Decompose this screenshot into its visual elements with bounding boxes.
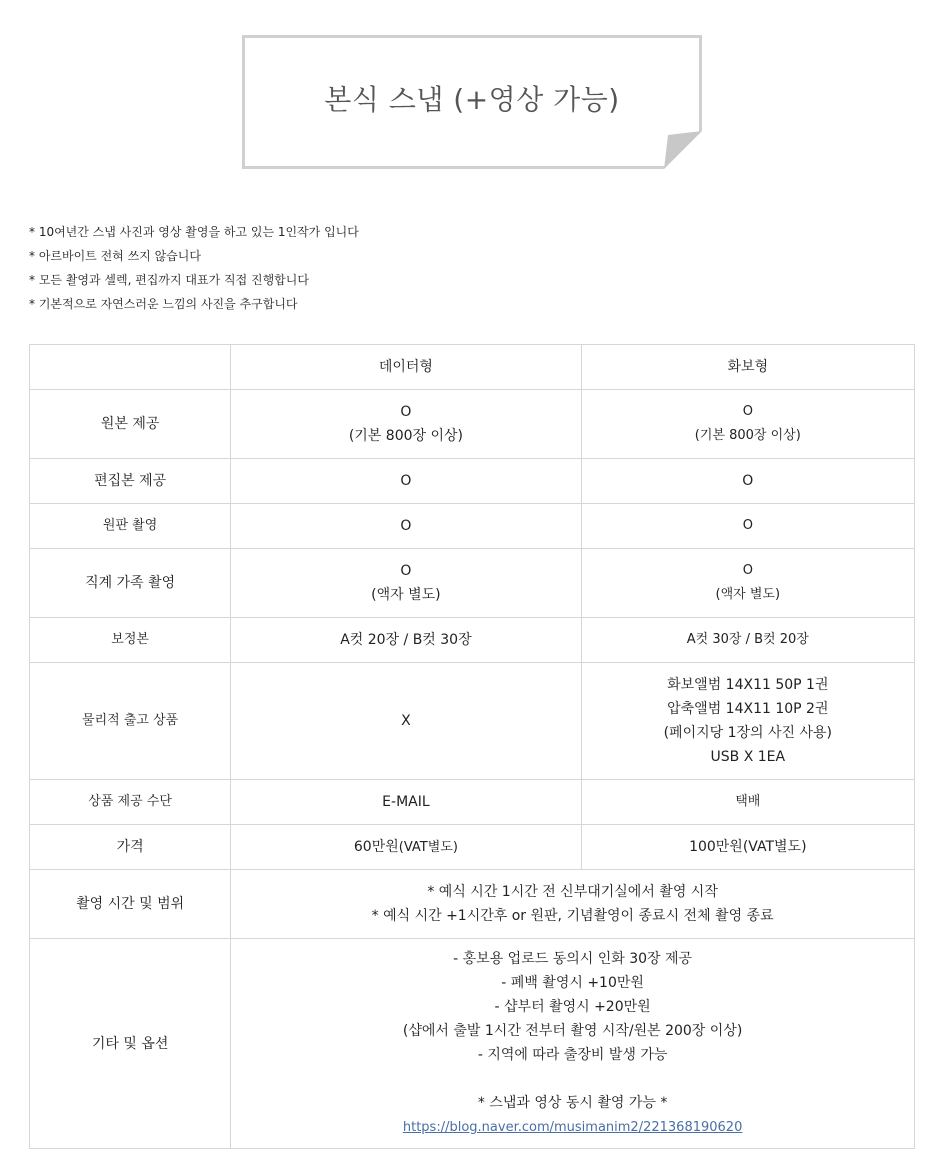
- note-item: * 아르바이트 전혀 쓰지 않습니다: [29, 249, 201, 263]
- cell-data: O: [231, 504, 581, 549]
- cell-photo: [581, 549, 914, 618]
- table-row: [30, 504, 915, 549]
- table-row: [30, 618, 915, 663]
- row-label: 상품 제공 수단: [30, 780, 231, 825]
- video-note: * 스냅과 영상 동시 촬영 가능 *: [477, 1095, 668, 1111]
- option-line: - 지역에 따라 출장비 발생 가능: [477, 1047, 668, 1063]
- cell-data: O: [231, 459, 581, 504]
- header-empty: [30, 345, 231, 390]
- cell-photo: 택배: [581, 780, 914, 825]
- product-line: 압축앨범 14X11 10P 2권: [667, 701, 829, 717]
- note-item: * 기본적으로 자연스러운 느낌의 사진을 추구합니다: [29, 297, 298, 311]
- cell-data: [231, 825, 581, 870]
- page-curl-icon: [664, 131, 702, 169]
- cell-note: (기본 800장 이상): [694, 428, 801, 443]
- cell-merged: [231, 870, 915, 939]
- header-data-type: 데이터형: [231, 345, 581, 390]
- table-row: [30, 939, 915, 1149]
- row-label: 기타 및 옵션: [30, 939, 231, 1149]
- row-label: 편집본 제공: [30, 459, 231, 504]
- table-header-row: [30, 345, 915, 390]
- row-label: 촬영 시간 및 범위: [30, 870, 231, 939]
- note-item: * 10여년간 스냅 사진과 영상 촬영을 하고 있는 1인작가 입니다: [29, 225, 359, 239]
- cell-mark: O: [400, 404, 412, 420]
- option-line: - 샵부터 촬영시 +20만원: [494, 999, 651, 1015]
- cell-photo: 100만원(VAT별도): [581, 825, 914, 870]
- cell-photo: [581, 663, 914, 780]
- product-line: (페이지당 1장의 사진 사용): [663, 725, 833, 741]
- cell-photo: [581, 390, 914, 459]
- row-label: 직계 가족 촬영: [30, 549, 231, 618]
- cell-mark: O: [742, 563, 753, 578]
- row-label: 원본 제공: [30, 390, 231, 459]
- row-label: 원판 촬영: [30, 504, 231, 549]
- cell-note: (액자 별도): [715, 587, 781, 602]
- table-row: [30, 825, 915, 870]
- cell-photo: A컷 30장 / B컷 20장: [581, 618, 914, 663]
- intro-notes: [29, 220, 359, 316]
- table-row: [30, 459, 915, 504]
- cell-data: E-MAIL: [231, 780, 581, 825]
- cell-note: (기본 800장 이상): [348, 428, 463, 444]
- package-table: [29, 344, 915, 1149]
- cell-data: X: [231, 663, 581, 780]
- cell-mark: O: [400, 563, 412, 579]
- option-line: (샵에서 출발 1시간 전부터 촬영 시작/원본 200장 이상): [402, 1023, 743, 1039]
- title-card: [242, 35, 702, 169]
- cell-mark: O: [742, 404, 753, 419]
- price-main: 60만원: [353, 838, 399, 855]
- page-title: 본식 스냅 (+영상 가능): [324, 83, 620, 116]
- cell-photo: O: [581, 459, 914, 504]
- time-line: * 예식 시간 1시간 전 신부대기실에서 촬영 시작: [427, 884, 718, 900]
- cell-data: [231, 390, 581, 459]
- table-row: [30, 870, 915, 939]
- cell-merged: [231, 939, 915, 1149]
- row-label: 가격: [30, 825, 231, 870]
- cell-photo: O: [581, 504, 914, 549]
- price-vat: (VAT별도): [398, 839, 458, 855]
- cell-data: [231, 549, 581, 618]
- blog-link[interactable]: https://blog.naver.com/musimanim2/221368190620: [402, 1120, 743, 1135]
- table-row: [30, 780, 915, 825]
- option-line: - 홍보용 업로드 동의시 인화 30장 제공: [453, 951, 693, 967]
- row-label: 보정본: [30, 618, 231, 663]
- cell-note: (액자 별도): [371, 587, 441, 603]
- cell-data: A컷 20장 / B컷 30장: [231, 618, 581, 663]
- product-line: USB X 1EA: [710, 749, 786, 765]
- table-row: [30, 390, 915, 459]
- time-line: * 예식 시간 +1시간후 or 원판, 기념촬영이 종료시 전체 촬영 종료: [371, 908, 774, 924]
- option-line: - 폐백 촬영시 +10만원: [501, 975, 644, 991]
- header-photo-type: 화보형: [581, 345, 914, 390]
- row-label: 물리적 출고 상품: [30, 663, 231, 780]
- product-line: 화보앨범 14X11 50P 1권: [667, 677, 829, 693]
- spacer: [237, 1067, 908, 1091]
- table-row: [30, 549, 915, 618]
- table-row: [30, 663, 915, 780]
- note-item: * 모든 촬영과 셀렉, 편집까지 대표가 직접 진행합니다: [29, 273, 309, 287]
